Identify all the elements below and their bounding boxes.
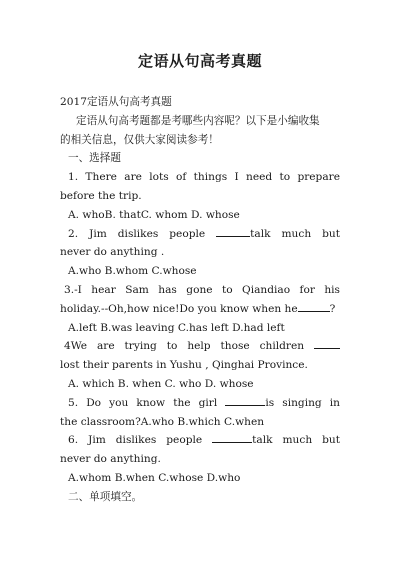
question-5-line-1 (60, 394, 340, 413)
question-6-text-a: 6. Jim dislikes people (68, 434, 203, 447)
answer-blank (216, 226, 250, 237)
question-3-line-1: 3.-I hear Sam has gone to Qiandiao for his (64, 283, 340, 296)
question-6-line-2: never do anything. (60, 453, 161, 466)
question-1-line-1: 1. There are lots of things I need to prepare (68, 171, 340, 184)
question-3-line-2 (60, 300, 340, 319)
document-body (60, 93, 340, 507)
question-6-text-b: talk much but (252, 434, 340, 447)
question-1-line-2: before the trip. (60, 189, 142, 202)
section-heading-1: 一、选择题 (68, 152, 121, 165)
question-3-text-b: ? (329, 302, 336, 315)
intro-line-1: 定语从句高考题都是考哪些内容呢？以下是小编收集 (76, 114, 320, 127)
question-4-line-2: lost their parents in Yushu , Qinghai Province. (60, 359, 308, 372)
question-6-options: A.whom B.when C.whose D.who (68, 471, 241, 484)
question-2-line-1: 2. Jim dislikes people talk much but (68, 227, 340, 240)
answer-blank (314, 338, 340, 349)
page-title: 定语从句高考真题 (137, 52, 262, 70)
question-6-line-1 (60, 431, 340, 450)
question-5-line-2: the classroom?A.who B.which C.when (60, 415, 265, 428)
question-4-line-1 (60, 337, 340, 356)
question-3-text-a: holiday.--Oh,how nice!Do you know when he (60, 302, 298, 315)
answer-blank (212, 432, 252, 443)
intro-line-2: 的相关信息，仅供大家阅读参考！ (60, 133, 219, 146)
section-heading-2: 二、单项填空。 (68, 490, 143, 503)
question-4-options: A. which B. when C. who D. whose (68, 377, 254, 390)
question-4-text-a: 4We are trying to help those children (64, 340, 305, 353)
question-3-options: A.left B.was leaving C.has left D.had left (68, 321, 285, 334)
question-1-options: A. whoB. thatC. whom D. whose (68, 208, 240, 221)
question-5-text-b: is singing in (265, 396, 340, 409)
subtitle: 2017定语从句高考真题 (60, 96, 172, 108)
question-2-options: A.who B.whom C.whose (68, 265, 197, 278)
question-2-line-2: never do anything . (60, 246, 165, 259)
answer-blank (225, 395, 265, 406)
question-5-text-a: 5. Do you know the girl (68, 396, 218, 409)
question-2-text-a: 2. Jim dislikes people (68, 227, 206, 240)
answer-blank (298, 301, 330, 312)
